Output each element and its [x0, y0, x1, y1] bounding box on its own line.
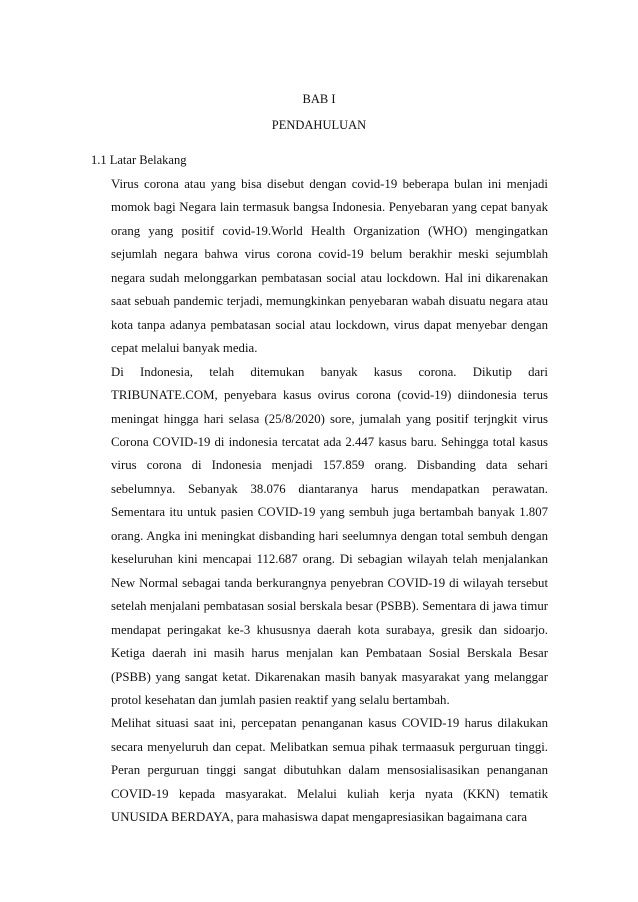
chapter-title: PENDAHULUAN — [271, 118, 367, 132]
paragraph-2: Di Indonesia, telah ditemukan banyak kasus corona. Dikutip dari TRIBUNATE.COM, penyebara kasus ovirus corona (covid-19) diindonesia terus meningat hingga hari selasa (25/8/2020) sore, jumalah yang positif terjngkit virus Corona COVID-19 di indonesia tercatat ada 2.447 kasus baru. Sehingga total kasus virus corona di Indonesia menjadi 157.859 orang. Disbanding data sehari sebelumnya. Sebanyak 38.076 diantaranya harus mendapatkan perawatan. Sementara itu untuk pasien COVID-19 yang sembuh juga bertambah banyak 1.807 orang. Angka ini meningkat disbanding hari seelumnya dengan total sembuh dengan keseluruhan kini mencapai 112.687 orang. Di sebagian wilayah telah menjalankan New Normal sebagai tanda berkurangnya penyebran COVID-19 di wilayah tersebut setelah menjalani pembatasan sosial berskala besar (PSBB). Sementara di jawa timur mendapat peringakat ke-3 khususnya daerah kota surabaya, gresik dan sidoarjo. Ketiga daerah ini masih harus menjalan kan Pembataan Sosial Berskala Besar (PSBB) yang sangat ketat. Dikarenakan masih banyak masyarakat yang melanggar protol kesehatan dan jumlah pasien reaktif yang selalu bertambah. — [111, 364, 548, 707]
paragraph-1: Virus corona atau yang bisa disebut dengan covid-19 beberapa bulan ini menjadi momok bagi Negara lain termasuk bangsa Indonesia. Penyebaran yang cepat banyak orang yang positif covid-19.World Health Organization (WHO) mengingatkan sejumlah negara bahwa virus corona covid-19 belum berakhir meski sejumblah negara sudah melonggarkan pembatasan social atau lockdown. Hal ini dikarenakan saat sebuah pandemic terjadi, memungkinkan penyebaran wabah disuatu negara atau kota tanpa adanya pembatasan social atau lockdown, virus dapat menyebar dengan cepat melalui banyak media. — [111, 177, 548, 356]
body-text — [111, 173, 548, 830]
chapter-number: BAB I — [302, 92, 336, 106]
paragraph-3: Melihat situasi saat ini, percepatan penanganan kasus COVID-19 harus dilakukan secara menyeluruh dan cepat. Melibatkan semua pihak termaasuk perguruan tinggi. Peran perguruan tinggi sangat dibutuhkan dalam mensosialisasikan penanganan COVID-19 kepada masyarakat. Melalui kuliah kerja nyata (KKN) tematik UNUSIDA BERDAYA, para mahasiswa dapat mengapresiasikan bagaimana cara — [111, 716, 548, 825]
section-heading: 1.1 Latar Belakang — [91, 153, 187, 167]
